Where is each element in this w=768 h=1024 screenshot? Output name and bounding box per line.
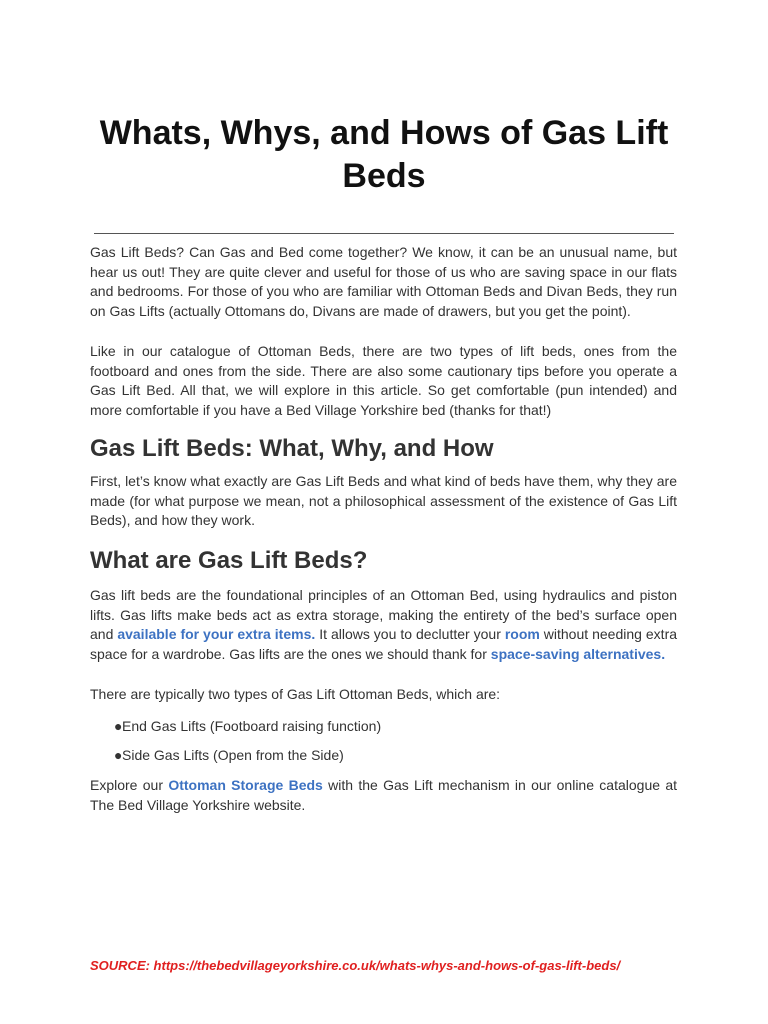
text-run: It allows you to declutter your <box>315 626 505 643</box>
section-2-paragraph-1 <box>90 586 677 665</box>
list-item <box>90 716 677 736</box>
text-run: with the Gas Lift mechanism in our online catalogue at The Bed Village Yorkshire website. <box>90 777 677 813</box>
text-run: without needing extra space for a wardrobe. Gas lifts are the ones we should thank for <box>90 626 678 663</box>
source-citation[interactable]: SOURCE: https://thebedvillageyorkshire.co.uk/whats-whys-and-hows-of-gas-lift-beds/ <box>90 958 621 973</box>
title-divider <box>94 233 674 234</box>
bullet-icon: ● <box>114 747 123 763</box>
list-item <box>90 745 677 765</box>
link-room[interactable]: room <box>504 626 540 643</box>
link-available-items[interactable]: available for your extra items. <box>117 626 316 643</box>
section-2-paragraph-2: There are typically two types of Gas Lift Ottoman Beds, which are: <box>90 686 501 702</box>
list-item-text: End Gas Lifts (Footboard raising function) <box>122 718 382 734</box>
list-item-text: Side Gas Lifts (Open from the Side) <box>122 747 344 763</box>
link-ottoman-storage-beds[interactable]: Ottoman Storage Beds <box>168 777 323 793</box>
text-run: Gas lift beds are the foundational principles of an Ottoman Bed, using hydraulics and piston lifts. Gas lifts make beds act as extra storage, making the entirety of the bed’s surface open and <box>90 587 677 643</box>
section-heading-what-are: What are Gas Lift Beds? <box>90 547 368 574</box>
link-space-saving[interactable]: space-saving alternatives. <box>490 646 666 663</box>
explore-paragraph <box>90 776 677 815</box>
text-run: Explore our <box>90 777 169 793</box>
intro-paragraph-1: Gas Lift Beds? Can Gas and Bed come together? We know, it can be an unusual name, but hear us out! They are quite clever and useful for those of us who are saving space in our flats and bedrooms. For those of you who are familiar with Ottoman Beds and Divan Beds, they run on Gas Lifts (actually Ottomans do, Divans are made of drawers, but you get the point). <box>90 244 677 320</box>
gas-lift-types-list <box>90 716 677 774</box>
bullet-icon: ● <box>114 718 123 734</box>
section-heading-what-why-how: Gas Lift Beds: What, Why, and How <box>90 435 494 462</box>
intro-paragraph-2: Like in our catalogue of Ottoman Beds, there are two types of lift beds, ones from the footboard and ones from the side. There are also some cautionary tips before you operate a Gas Lift Bed. All that, we will explore in this article. So get comfortable (pun intended) and more comfortable if you have a Bed Village Yorkshire bed (thanks for that!) <box>90 343 677 419</box>
section-1-paragraph: First, let’s know what exactly are Gas Lift Beds and what kind of beds have them, why they are made (for what purpose we mean, not a philosophical assessment of the existence of Gas Lift Beds), and how they work. <box>90 473 677 529</box>
page-title: Whats, Whys, and Hows of Gas Lift Beds <box>99 114 669 195</box>
